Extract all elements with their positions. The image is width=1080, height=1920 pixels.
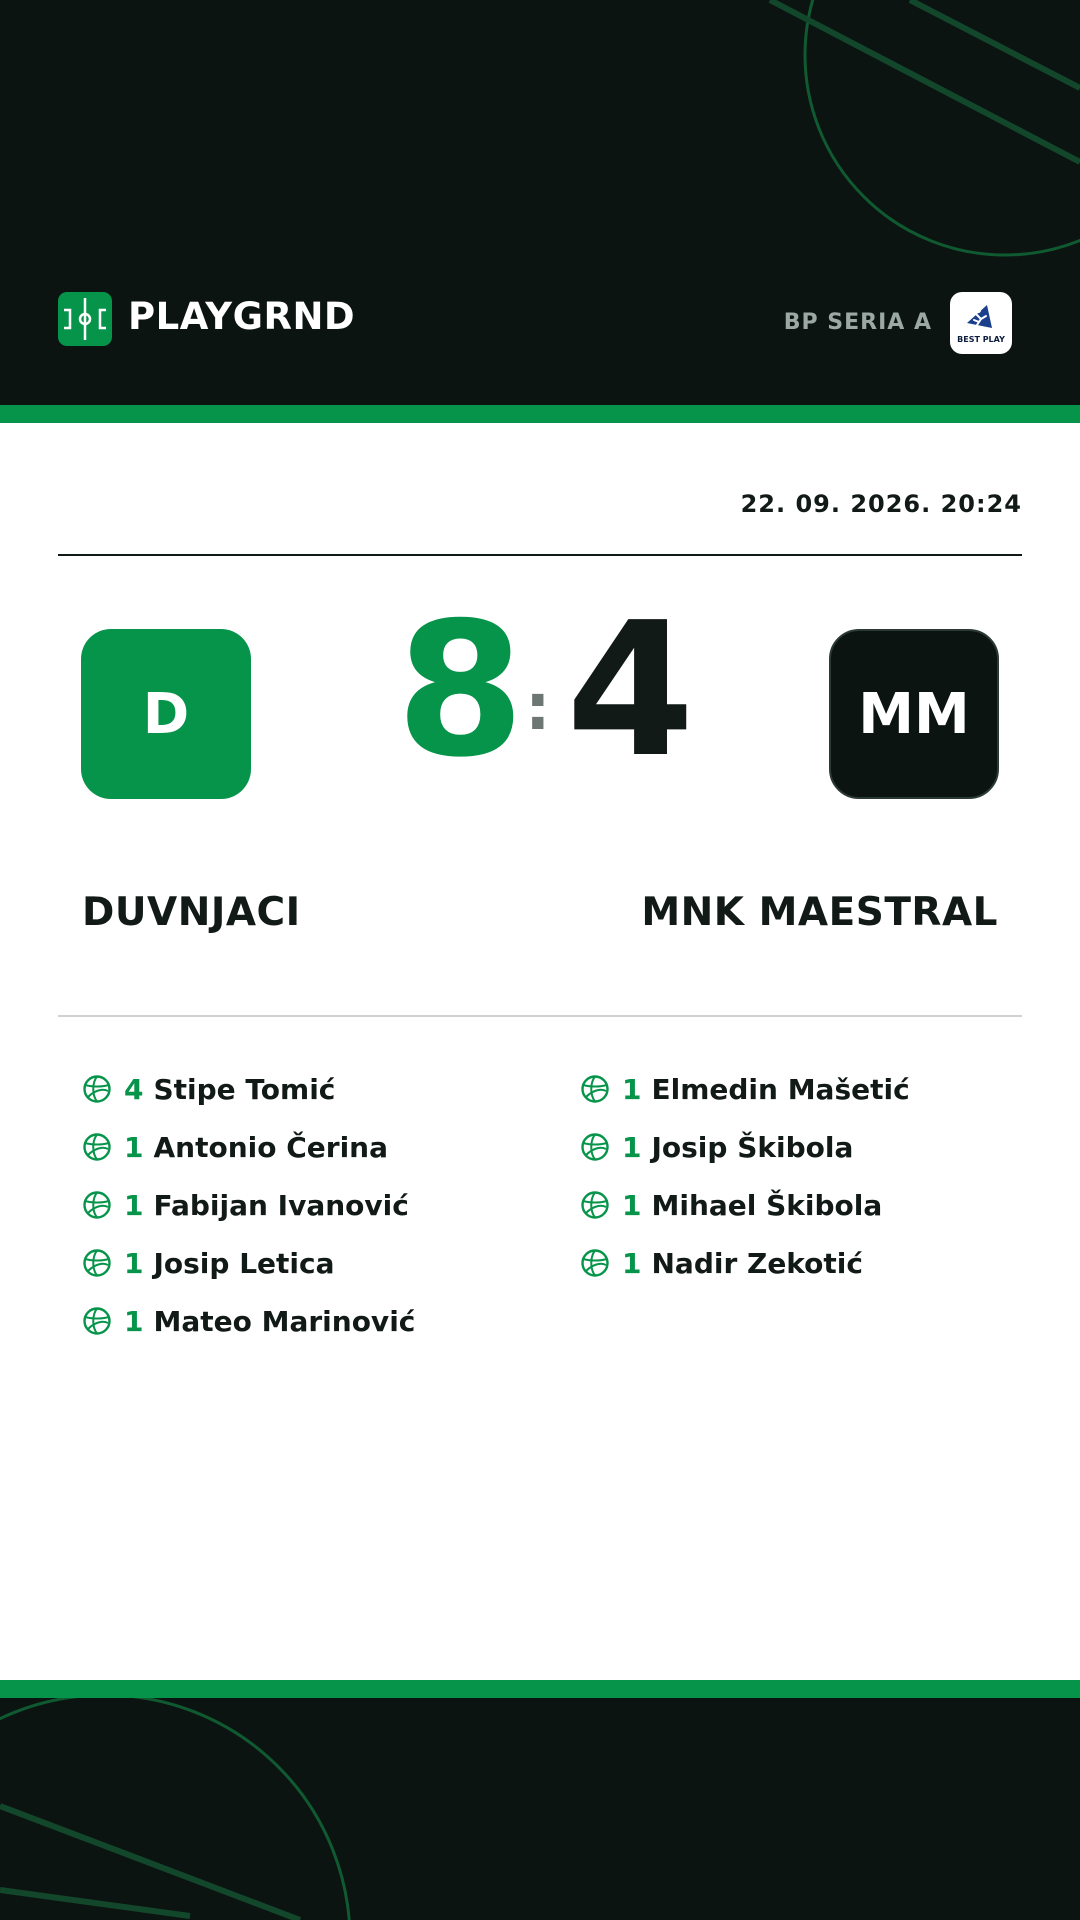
home-team-badge: D	[81, 629, 251, 799]
away-scorers-list	[580, 1060, 1040, 1292]
goal-count: 1	[622, 1246, 642, 1280]
scorer-name: Mihael Škibola	[651, 1188, 883, 1222]
goal-count: 1	[124, 1246, 144, 1280]
league-badge-text: BEST PLAY	[957, 335, 1005, 344]
scorer-name: Josip Škibola	[651, 1130, 854, 1164]
scorer-row	[82, 1234, 542, 1292]
home-scorers-list	[82, 1060, 542, 1350]
score-separator: :	[525, 671, 551, 745]
goal-count: 1	[124, 1188, 144, 1222]
away-team-name: MNK MAESTRAL	[641, 890, 998, 935]
goal-count: 1	[622, 1130, 642, 1164]
goal-count: 1	[622, 1188, 642, 1222]
scorer-row	[82, 1060, 542, 1118]
away-score: 4	[566, 582, 695, 798]
scorer-row	[580, 1234, 1040, 1292]
scorer-row	[580, 1176, 1040, 1234]
scorer-name: Nadir Zekotić	[651, 1246, 863, 1280]
home-team-name: DUVNJACI	[82, 890, 301, 935]
scorer-name: Antonio Čerina	[153, 1130, 388, 1164]
accent-stripe-bottom	[0, 1680, 1080, 1698]
accent-stripe-top	[0, 405, 1080, 423]
soccer-ball-icon	[82, 1074, 112, 1104]
soccer-ball-icon	[580, 1190, 610, 1220]
soccer-ball-icon	[580, 1132, 610, 1162]
goal-count: 1	[124, 1304, 144, 1338]
goal-count: 4	[124, 1072, 144, 1106]
scorer-row	[82, 1118, 542, 1176]
pitch-lines-decoration	[0, 0, 1080, 405]
goal-count: 1	[124, 1130, 144, 1164]
scorer-row	[580, 1118, 1040, 1176]
scorer-name: Elmedin Mašetić	[651, 1072, 910, 1106]
soccer-ball-icon	[580, 1248, 610, 1278]
soccer-ball-icon	[580, 1074, 610, 1104]
soccer-ball-icon	[82, 1132, 112, 1162]
match-datetime: 22. 09. 2026. 20:24	[740, 490, 1022, 518]
header-banner	[0, 0, 1080, 405]
home-score: 8	[396, 582, 525, 798]
footer-banner	[0, 1698, 1080, 1920]
divider	[58, 1015, 1022, 1017]
league-name: BP SERIA A	[783, 310, 932, 335]
soccer-ball-icon	[82, 1306, 112, 1336]
scorer-row	[580, 1060, 1040, 1118]
league-logo	[950, 292, 1012, 354]
scorer-row	[82, 1176, 542, 1234]
away-team-badge: MM	[829, 629, 999, 799]
pitch-lines-decoration	[0, 1698, 1080, 1920]
scorer-name: Josip Letica	[153, 1246, 335, 1280]
scorer-name: Mateo Marinović	[153, 1304, 416, 1338]
goal-count: 1	[622, 1072, 642, 1106]
scorer-name: Stipe Tomić	[153, 1072, 336, 1106]
soccer-ball-icon	[82, 1248, 112, 1278]
scorer-row	[82, 1292, 542, 1350]
divider	[58, 554, 1022, 556]
pitch-icon	[58, 292, 112, 346]
soccer-ball-icon	[82, 1190, 112, 1220]
scorer-name: Fabijan Ivanović	[153, 1188, 409, 1222]
brand-name: PLAYGRND	[128, 295, 356, 338]
